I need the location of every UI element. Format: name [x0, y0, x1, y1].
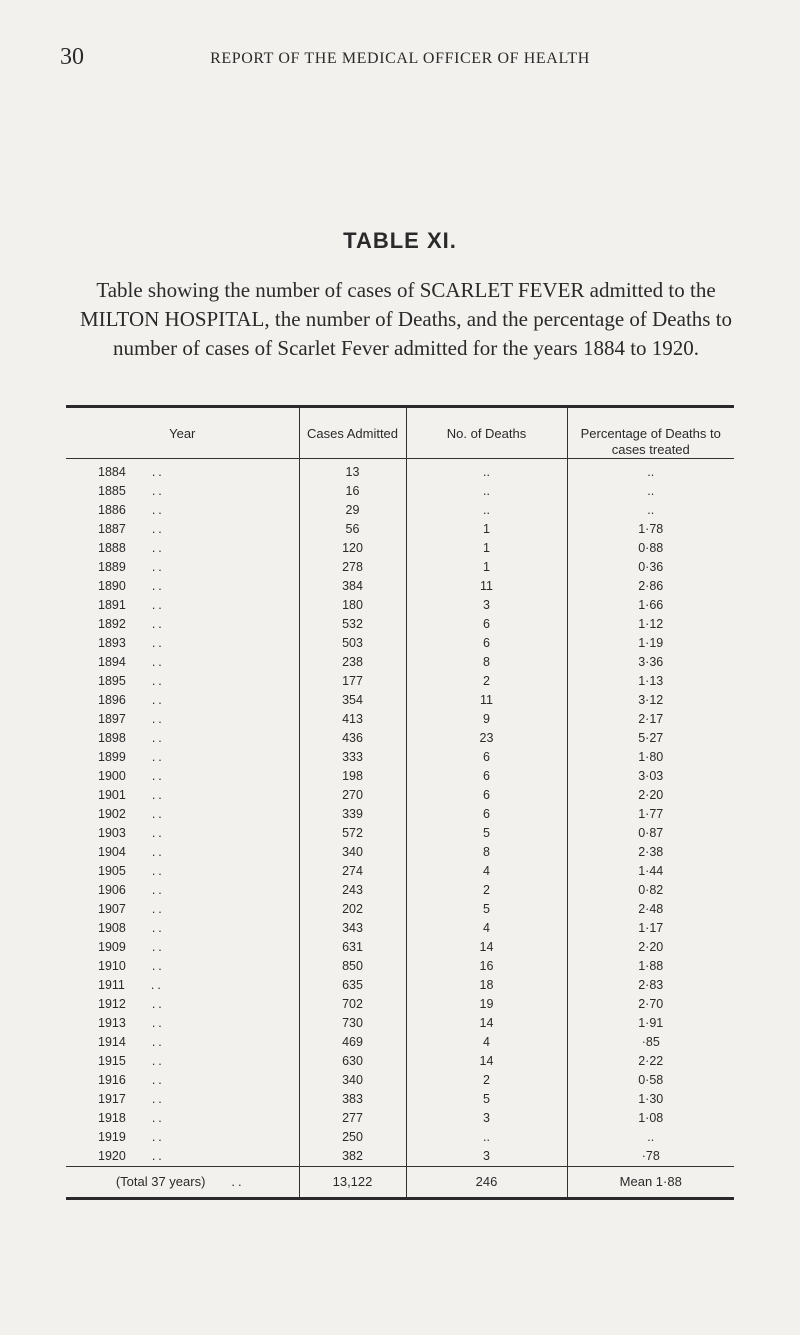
year-cell: 1904 .. — [98, 845, 165, 859]
cases-cell: 340 — [299, 1071, 406, 1090]
year-cell: 1898 .. — [98, 731, 165, 745]
percentage-cell: 1·91 — [567, 1014, 734, 1033]
table-row — [66, 1090, 734, 1109]
table-row — [66, 729, 734, 748]
table-row — [66, 862, 734, 881]
column-header-year: Year — [66, 407, 299, 459]
deaths-cell: 23 — [406, 729, 567, 748]
cases-cell: 16 — [299, 482, 406, 501]
deaths-cell: 11 — [406, 577, 567, 596]
cases-cell: 384 — [299, 577, 406, 596]
percentage-cell: 1·12 — [567, 615, 734, 634]
year-cell: 1890 .. — [98, 579, 165, 593]
total-percentage: Mean 1·88 — [567, 1167, 734, 1199]
percentage-cell: 1·44 — [567, 862, 734, 881]
deaths-cell: 11 — [406, 691, 567, 710]
percentage-cell: .. — [567, 459, 734, 483]
percentage-cell: 3·12 — [567, 691, 734, 710]
table-caption: Table showing the number of cases of SCARLET FEVER admitted to the MILTON HOSPITAL, the number of Deaths, and the percentage of Deaths to number of cases of Scarlet Fever admitted for the years 1884 to 1920. — [79, 278, 733, 360]
deaths-cell: 2 — [406, 881, 567, 900]
table-row — [66, 577, 734, 596]
table-row — [66, 767, 734, 786]
percentage-cell: 1·80 — [567, 748, 734, 767]
table-title: TABLE XI. — [343, 228, 457, 253]
deaths-cell: 5 — [406, 1090, 567, 1109]
cases-cell: 120 — [299, 539, 406, 558]
cases-cell: 243 — [299, 881, 406, 900]
cases-cell: 436 — [299, 729, 406, 748]
year-cell: 1913 .. — [98, 1016, 165, 1030]
table-row — [66, 1109, 734, 1128]
year-cell: 1896 .. — [98, 693, 165, 707]
table-row — [66, 672, 734, 691]
table-row — [66, 520, 734, 539]
deaths-cell: 14 — [406, 1052, 567, 1071]
percentage-cell: 2·20 — [567, 938, 734, 957]
percentage-cell: 0·36 — [567, 558, 734, 577]
table-header-row — [66, 407, 734, 459]
cases-cell: 180 — [299, 596, 406, 615]
year-cell: 1885 .. — [98, 484, 165, 498]
table-row — [66, 881, 734, 900]
year-cell: 1907 .. — [98, 902, 165, 916]
year-cell: 1908 .. — [98, 921, 165, 935]
table-row — [66, 710, 734, 729]
percentage-cell: 1·77 — [567, 805, 734, 824]
year-cell: 1909 .. — [98, 940, 165, 954]
year-cell: 1918 .. — [98, 1111, 165, 1125]
column-header-cases: Cases Admitted — [299, 407, 406, 459]
percentage-cell: 1·30 — [567, 1090, 734, 1109]
table-row — [66, 1014, 734, 1033]
table-row — [66, 805, 734, 824]
table-row — [66, 919, 734, 938]
total-label: (Total 37 years) .. — [66, 1167, 299, 1199]
cases-cell: 277 — [299, 1109, 406, 1128]
percentage-cell: 0·88 — [567, 539, 734, 558]
percentage-cell: 2·48 — [567, 900, 734, 919]
deaths-cell: 3 — [406, 596, 567, 615]
cases-cell: 278 — [299, 558, 406, 577]
cases-cell: 339 — [299, 805, 406, 824]
year-cell: 1900 .. — [98, 769, 165, 783]
year-cell: 1903 .. — [98, 826, 165, 840]
percentage-cell: 1·66 — [567, 596, 734, 615]
cases-cell: 13 — [299, 459, 406, 483]
deaths-cell: 2 — [406, 672, 567, 691]
deaths-cell: .. — [406, 482, 567, 501]
deaths-cell: 16 — [406, 957, 567, 976]
percentage-cell: 3·03 — [567, 767, 734, 786]
table-row — [66, 1033, 734, 1052]
year-cell: 1901 .. — [98, 788, 165, 802]
deaths-cell: 1 — [406, 539, 567, 558]
table-row — [66, 558, 734, 577]
cases-cell: 343 — [299, 919, 406, 938]
table-row — [66, 957, 734, 976]
cases-cell: 631 — [299, 938, 406, 957]
year-cell: 1886 .. — [98, 503, 165, 517]
cases-cell: 274 — [299, 862, 406, 881]
deaths-cell: 14 — [406, 938, 567, 957]
year-cell: 1893 .. — [98, 636, 165, 650]
cases-cell: 469 — [299, 1033, 406, 1052]
year-cell: 1912 .. — [98, 997, 165, 1011]
table-row — [66, 459, 734, 483]
deaths-cell: 1 — [406, 558, 567, 577]
percentage-cell: 1·19 — [567, 634, 734, 653]
deaths-cell: 4 — [406, 919, 567, 938]
cases-cell: 29 — [299, 501, 406, 520]
year-cell: 1919 .. — [98, 1130, 165, 1144]
percentage-cell: 2·20 — [567, 786, 734, 805]
total-deaths: 246 — [406, 1167, 567, 1199]
cases-cell: 532 — [299, 615, 406, 634]
running-head: REPORT OF THE MEDICAL OFFICER OF HEALTH — [210, 50, 590, 67]
percentage-cell: 0·87 — [567, 824, 734, 843]
percentage-cell: ·78 — [567, 1147, 734, 1167]
cases-cell: 730 — [299, 1014, 406, 1033]
year-cell: 1889 .. — [98, 560, 165, 574]
percentage-cell: 2·38 — [567, 843, 734, 862]
percentage-cell: 2·22 — [567, 1052, 734, 1071]
year-cell: 1892 .. — [98, 617, 165, 631]
deaths-cell: 4 — [406, 1033, 567, 1052]
table-row — [66, 786, 734, 805]
deaths-cell: 6 — [406, 767, 567, 786]
deaths-cell: 19 — [406, 995, 567, 1014]
percentage-cell: 3·36 — [567, 653, 734, 672]
year-cell: 1891 .. — [98, 598, 165, 612]
cases-cell: 202 — [299, 900, 406, 919]
table-row — [66, 900, 734, 919]
percentage-cell: 1·17 — [567, 919, 734, 938]
percentage-cell: 0·58 — [567, 1071, 734, 1090]
cases-cell: 383 — [299, 1090, 406, 1109]
table-row — [66, 501, 734, 520]
percentage-cell: .. — [567, 482, 734, 501]
cases-cell: 702 — [299, 995, 406, 1014]
deaths-cell: 9 — [406, 710, 567, 729]
percentage-cell: 1·13 — [567, 672, 734, 691]
table-row — [66, 843, 734, 862]
year-cell: 1915 .. — [98, 1054, 165, 1068]
column-header-percentage: Percentage of Deaths to cases treated — [567, 407, 734, 459]
total-cases: 13,122 — [299, 1167, 406, 1199]
cases-cell: 238 — [299, 653, 406, 672]
year-cell: 1894 .. — [98, 655, 165, 669]
table-total-row — [66, 1167, 734, 1199]
percentage-cell: 2·70 — [567, 995, 734, 1014]
year-cell: 1916 .. — [98, 1073, 165, 1087]
table-row — [66, 1052, 734, 1071]
cases-cell: 382 — [299, 1147, 406, 1167]
table-row — [66, 995, 734, 1014]
scarlet-fever-table — [66, 405, 734, 1200]
deaths-cell: 18 — [406, 976, 567, 995]
table-body — [66, 459, 734, 1167]
cases-cell: 413 — [299, 710, 406, 729]
deaths-cell: .. — [406, 459, 567, 483]
cases-cell: 850 — [299, 957, 406, 976]
deaths-cell: 2 — [406, 1071, 567, 1090]
year-cell: 1914 .. — [98, 1035, 165, 1049]
deaths-cell: 8 — [406, 843, 567, 862]
table-row — [66, 539, 734, 558]
cases-cell: 503 — [299, 634, 406, 653]
year-cell: 1897 .. — [98, 712, 165, 726]
cases-cell: 177 — [299, 672, 406, 691]
year-cell: 1899 .. — [98, 750, 165, 764]
deaths-cell: 8 — [406, 653, 567, 672]
cases-cell: 198 — [299, 767, 406, 786]
deaths-cell: 6 — [406, 805, 567, 824]
year-cell: 1884 .. — [98, 465, 165, 479]
table-row — [66, 1071, 734, 1090]
year-cell: 1917 .. — [98, 1092, 165, 1106]
cases-cell: 354 — [299, 691, 406, 710]
percentage-cell: 2·86 — [567, 577, 734, 596]
deaths-cell: 5 — [406, 900, 567, 919]
year-cell: 1920 .. — [98, 1149, 165, 1163]
year-cell: 1906 .. — [98, 883, 165, 897]
deaths-cell: 1 — [406, 520, 567, 539]
table-row — [66, 976, 734, 995]
percentage-cell: 0·82 — [567, 881, 734, 900]
deaths-cell: 3 — [406, 1147, 567, 1167]
year-cell: 1910 .. — [98, 959, 165, 973]
table-row — [66, 691, 734, 710]
percentage-cell: .. — [567, 1128, 734, 1147]
percentage-cell: 5·27 — [567, 729, 734, 748]
year-cell: 1911 .. — [98, 978, 164, 992]
cases-cell: 270 — [299, 786, 406, 805]
cases-cell: 250 — [299, 1128, 406, 1147]
percentage-cell: 2·17 — [567, 710, 734, 729]
table-row — [66, 748, 734, 767]
year-cell: 1905 .. — [98, 864, 165, 878]
table-row — [66, 653, 734, 672]
page-number: 30 — [60, 44, 84, 70]
percentage-cell: 2·83 — [567, 976, 734, 995]
table-row — [66, 938, 734, 957]
deaths-cell: 4 — [406, 862, 567, 881]
year-cell: 1887 .. — [98, 522, 165, 536]
deaths-cell: 5 — [406, 824, 567, 843]
table-row — [66, 824, 734, 843]
cases-cell: 56 — [299, 520, 406, 539]
deaths-cell: 6 — [406, 748, 567, 767]
table-row — [66, 615, 734, 634]
column-header-deaths: No. of Deaths — [406, 407, 567, 459]
cases-cell: 630 — [299, 1052, 406, 1071]
deaths-cell: .. — [406, 501, 567, 520]
year-cell: 1902 .. — [98, 807, 165, 821]
percentage-cell: 1·88 — [567, 957, 734, 976]
deaths-cell: 6 — [406, 786, 567, 805]
deaths-cell: .. — [406, 1128, 567, 1147]
percentage-cell: .. — [567, 501, 734, 520]
cases-cell: 635 — [299, 976, 406, 995]
deaths-cell: 6 — [406, 615, 567, 634]
deaths-cell: 6 — [406, 634, 567, 653]
table-row — [66, 634, 734, 653]
table-row — [66, 482, 734, 501]
table-row — [66, 1147, 734, 1167]
deaths-cell: 3 — [406, 1109, 567, 1128]
cases-cell: 572 — [299, 824, 406, 843]
year-cell: 1888 .. — [98, 541, 165, 555]
year-cell: 1895 .. — [98, 674, 165, 688]
cases-cell: 340 — [299, 843, 406, 862]
deaths-cell: 14 — [406, 1014, 567, 1033]
table-row — [66, 1128, 734, 1147]
percentage-cell: ·85 — [567, 1033, 734, 1052]
percentage-cell: 1·78 — [567, 520, 734, 539]
percentage-cell: 1·08 — [567, 1109, 734, 1128]
table-row — [66, 596, 734, 615]
cases-cell: 333 — [299, 748, 406, 767]
